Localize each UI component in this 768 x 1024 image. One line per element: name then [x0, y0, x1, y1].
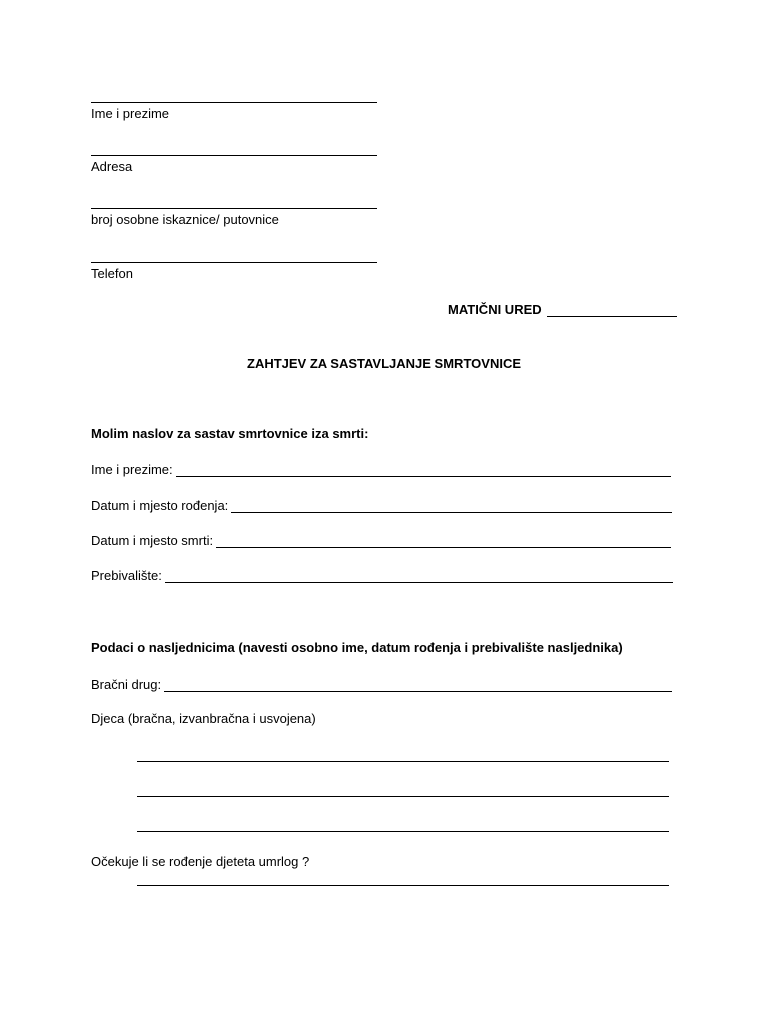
deceased-name-row[interactable]	[91, 462, 671, 477]
expected-child-label: Očekuje li se rođenje djeteta umrlog ?	[91, 854, 310, 869]
deceased-heading: Molim naslov za sastav smrtovnice iza smrti:	[91, 426, 369, 441]
deceased-residence-row[interactable]	[91, 568, 673, 583]
deceased-birth-line[interactable]	[231, 500, 672, 513]
deceased-residence-label: Prebivalište:	[91, 568, 162, 583]
heirs-heading: Podaci o nasljednicima (navesti osobno ime, datum rođenja i prebivalište nasljednika)	[91, 640, 623, 655]
deceased-birth-label: Datum i mjesto rođenja:	[91, 498, 229, 513]
sender-id-label: broj osobne iskaznice/ putovnice	[91, 212, 279, 227]
deceased-death-label: Datum i mjesto smrti:	[91, 533, 214, 548]
office-line[interactable]	[547, 316, 677, 317]
office-label: MATIČNI URED	[448, 302, 542, 317]
sender-phone-label: Telefon	[91, 266, 133, 281]
sender-id-line[interactable]	[91, 208, 377, 209]
deceased-residence-line[interactable]	[165, 570, 673, 583]
deceased-death-row[interactable]	[91, 533, 671, 548]
deceased-death-line[interactable]	[216, 535, 671, 548]
sender-name-line[interactable]	[91, 102, 377, 103]
children-label: Djeca (bračna, izvanbračna i usvojena)	[91, 711, 316, 726]
spouse-row[interactable]	[91, 677, 672, 692]
spouse-label: Bračni drug:	[91, 677, 162, 692]
children-line[interactable]	[137, 761, 669, 762]
children-line[interactable]	[137, 796, 669, 797]
sender-name-label: Ime i prezime	[91, 106, 170, 121]
sender-address-label: Adresa	[91, 159, 133, 174]
deceased-name-label: Ime i prezime:	[91, 462, 173, 477]
form-title: ZAHTJEV ZA SASTAVLJANJE SMRTOVNICE	[247, 356, 521, 371]
children-line[interactable]	[137, 831, 669, 832]
deceased-birth-row[interactable]	[91, 498, 672, 513]
sender-address-line[interactable]	[91, 155, 377, 156]
spouse-line[interactable]	[164, 679, 672, 692]
sender-phone-line[interactable]	[91, 262, 377, 263]
deceased-name-line[interactable]	[176, 464, 671, 477]
expected-child-line[interactable]	[137, 885, 669, 886]
